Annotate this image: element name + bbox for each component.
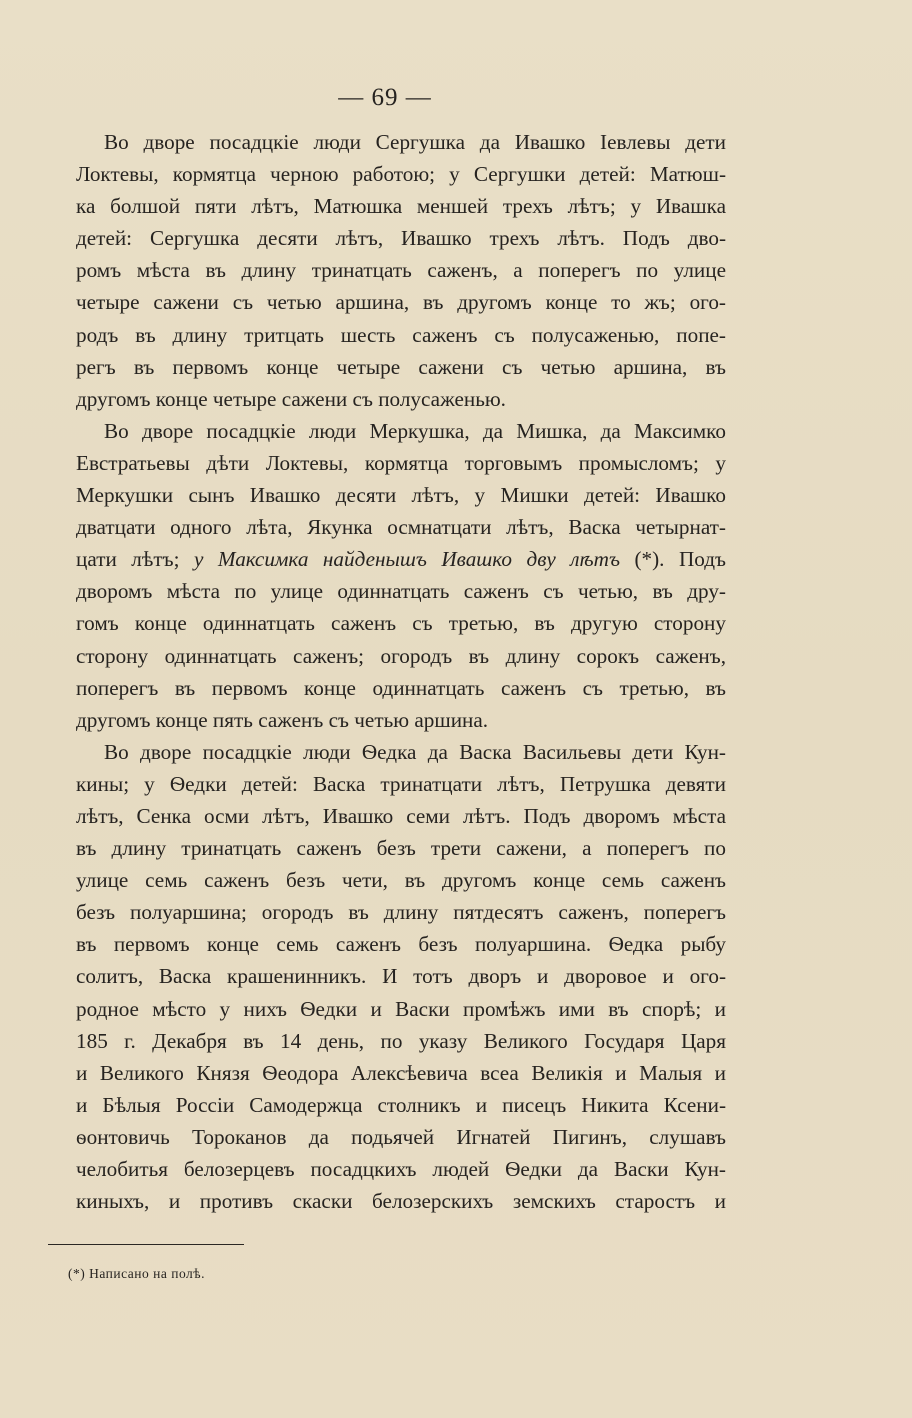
footnote-divider (48, 1244, 244, 1245)
text-line: детей: Сергушка десяти лѣтъ, Ивашко трехъ лѣтъ. Подъ дво- (76, 226, 726, 251)
text-line: ромъ мѣста въ длину тринатцать саженъ, а поперегъ по улице (76, 258, 726, 283)
text-line: киныхъ, и противъ скаски белозерскихъ земскихъ старостъ и (76, 1189, 726, 1214)
text-line: ѳонтовичь Тороканов да подьячей Игнатей Пигинъ, слушавъ (76, 1124, 726, 1149)
footnote: (*) Написано на полѣ. (68, 1266, 205, 1281)
text-line: дватцати одного лѣта, Якунка осмнатцати лѣтъ, Васка четырнат- (76, 515, 726, 540)
text-line: поперегъ въ первомъ конце одиннатцать саженъ съ третью, въ (76, 675, 726, 700)
body-text (48, 126, 726, 1217)
text-line: гомъ конце одиннатцать саженъ съ третью, въ другую сторону (76, 611, 726, 636)
text-line: кины; у Ѳедки детей: Васка тринатцати лѣтъ, Петрушка девяти (76, 771, 726, 796)
text-line: въ первомъ конце семь саженъ безъ полуаршина. Ѳедка рыбу (76, 932, 726, 957)
text-line: Во дворе посадцкіе люди Ѳедка да Васка Васильевы дети Кун- (104, 739, 726, 764)
text-segment: цати лѣтъ; (76, 547, 180, 572)
text-line: другомъ конце пять саженъ съ четью аршина. (76, 707, 489, 732)
paragraph-3 (48, 736, 726, 1217)
text-line: солитъ, Васка крашенинникъ. И тотъ дворъ и дворовое и ого- (76, 964, 726, 989)
text-line: Евстратьевы дѣти Локтевы, кормятца торговымъ промысломъ; у (76, 450, 726, 475)
text-line: дворомъ мѣста по улице одиннатцать саженъ съ четью, въ дру- (76, 579, 726, 604)
text-line: родъ въ длину тритцать шесть саженъ съ полусаженью, попе- (76, 322, 726, 347)
text-line: Локтевы, кормятца черною работою; у Сергушки детей: Матюш- (76, 162, 726, 187)
text-line: улице семь саженъ безъ чети, въ другомъ конце семь саженъ (76, 868, 726, 893)
text-line: 185 г. Декабря въ 14 день, по указу Великого Государя Царя (76, 1028, 726, 1053)
text-line: безъ полуаршина; огородъ въ длину пятдесятъ саженъ, поперегъ (76, 900, 726, 925)
italic-marginal-note: у Максимка найденышъ Ивашко дву лѣтъ (193, 547, 620, 572)
footnote-marker: (*). Подъ (634, 547, 726, 572)
text-line: четыре сажени съ четью аршина, въ другомъ конце то жъ; ого- (76, 290, 726, 315)
text-line: другомъ конце четыре сажени съ полусаженью. (76, 386, 506, 411)
text-line: Во дворе посадцкіе люди Сергушка да Ивашко Іевлевы дети (104, 130, 726, 154)
text-line: регъ въ первомъ конце четыре сажени съ четью аршина, въ (76, 354, 726, 379)
page-number: — 69 — (338, 84, 432, 111)
paragraph-2 (48, 415, 726, 736)
paragraph-1 (48, 126, 726, 415)
text-line: въ длину тринатцать саженъ безъ трети сажени, а поперегъ по (76, 836, 726, 861)
text-line: лѣтъ, Сенка осми лѣтъ, Ивашко семи лѣтъ. Подъ дворомъ мѣста (76, 803, 726, 828)
text-line: и Бѣлыя Россіи Самодержца столникъ и писецъ Никита Ксени- (76, 1092, 726, 1117)
text-line-mixed (48, 543, 726, 575)
text-line: ка болшой пяти лѣтъ, Матюшка меншей трехъ лѣтъ; у Ивашка (76, 194, 726, 219)
text-line: Во дворе посадцкіе люди Меркушка, да Мишка, да Максимко (104, 418, 726, 443)
text-line: Меркушки сынъ Ивашко десяти лѣтъ, у Мишки детей: Ивашко (76, 483, 726, 508)
text-line: сторону одиннатцать саженъ; огородъ въ длину сорокъ саженъ, (76, 643, 726, 668)
text-line: родное мѣсто у нихъ Ѳедки и Васки промѣжъ ими въ спорѣ; и (76, 996, 726, 1021)
text-line: челобитья белозерцевъ посадцкихъ людей Ѳедки да Васки Кун- (76, 1157, 726, 1181)
text-line: и Великого Князя Ѳеодора Алексѣевича всеа Великія и Малыя и (76, 1060, 726, 1085)
